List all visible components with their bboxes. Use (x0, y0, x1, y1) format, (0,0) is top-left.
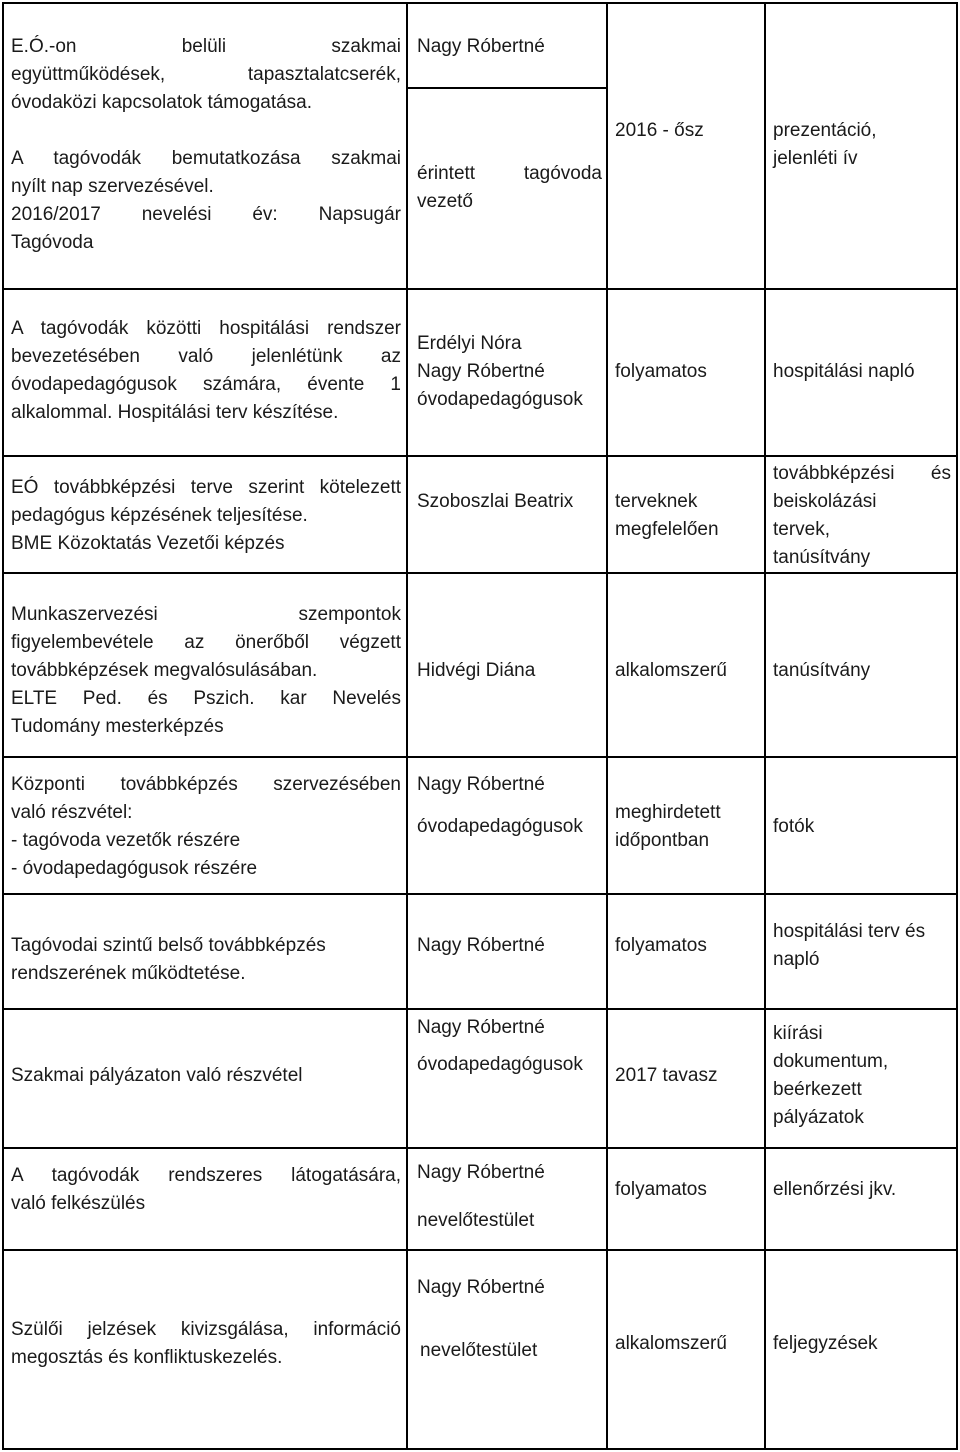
deadline: folyamatos (615, 1179, 707, 1200)
activity-line: megosztás és konfliktuskezelés. (11, 1347, 283, 1368)
activity-line: figyelembevétele az önerőből végzett (11, 632, 401, 653)
responsible-line: Nagy Róbertné (417, 1277, 545, 1298)
responsible-line: Nagy Róbertné (417, 36, 545, 57)
activity-line: óvodaközi kapcsolatok támogatása. (11, 92, 313, 113)
activity-line: való felkészülés (11, 1193, 146, 1214)
activity-line: Központi továbbképzés szervezésében (11, 774, 401, 795)
activity-line: együttműködések, tapasztalatcserék, (11, 64, 401, 85)
responsible-line: óvodapedagógusok (417, 816, 583, 837)
activity-line: BME Közoktatás Vezetői képzés (11, 533, 285, 554)
evidence-line: tervek, (773, 519, 831, 540)
activity-line: ELTE Ped. és Pszich. kar Nevelés (11, 688, 401, 709)
activity-line: továbbképzések megvalósulásában. (11, 660, 318, 681)
deadline: alkalomszerű (615, 1333, 727, 1354)
evidence-line: tanúsítvány (773, 660, 871, 681)
responsible-line: Szoboszlai Beatrix (417, 491, 574, 512)
evidence-line: beérkezett (773, 1079, 862, 1100)
activity-line: Szülői jelzések kivizsgálása, információ (11, 1319, 401, 1340)
cell-split-line (408, 87, 608, 89)
evidence-line: napló (773, 949, 820, 970)
responsible-line: Nagy Róbertné (417, 774, 545, 795)
table-border-top (2, 2, 958, 4)
activity-line: Tudomány mesterképzés (11, 716, 224, 737)
activity-line: - óvodapedagógusok részére (11, 858, 258, 879)
activity-line: rendszerének működtetése. (11, 963, 246, 984)
evidence-line: hospitálási napló (773, 361, 915, 382)
evidence-line: továbbképzési és (773, 463, 951, 484)
evidence-line: pályázatok (773, 1107, 864, 1128)
activity-line: 2016/2017 nevelési év: Napsugár (11, 204, 401, 225)
table-border-bottom (2, 1448, 958, 1450)
row-divider (2, 455, 958, 457)
row-divider (2, 1147, 958, 1149)
deadline: 2016 - ősz (615, 120, 704, 141)
deadline: folyamatos (615, 361, 707, 382)
evidence-line: prezentáció, (773, 120, 877, 141)
evidence-line: tanúsítvány (773, 547, 871, 568)
deadline-line: időpontban (615, 830, 710, 851)
activity-line: Szakmai pályázaton való részvétel (11, 1065, 303, 1086)
evidence-line: hospitálási terv és (773, 921, 926, 942)
activity-line: A tagóvodák rendszeres látogatására, (11, 1165, 401, 1186)
evidence-line: dokumentum, (773, 1051, 889, 1072)
responsible-line: óvodapedagógusok (417, 389, 583, 410)
activity-line: bevezetésében való jelenlétünk az (11, 346, 401, 367)
deadline: 2017 tavasz (615, 1065, 718, 1086)
responsible-line: Nagy Róbertné (417, 1017, 545, 1038)
evidence-line: fotók (773, 816, 815, 837)
row-divider (2, 572, 958, 574)
table-border-right (956, 2, 958, 1450)
row-divider (2, 288, 958, 290)
evidence-line: feljegyzések (773, 1333, 878, 1354)
activity-line: Tagóvodai szintű belső továbbképzés (11, 935, 326, 956)
evidence-line: kiírási (773, 1023, 823, 1044)
activity-line: óvodapedagógusok számára, évente 1 (11, 374, 401, 395)
responsible-line: nevelőtestület (420, 1340, 538, 1361)
evidence-line: ellenőrzési jkv. (773, 1179, 897, 1200)
responsible-line: vezető (417, 191, 473, 212)
activity-line: Tagóvoda (11, 232, 94, 253)
responsible-line: nevelőtestület (417, 1210, 535, 1231)
responsible-line: Erdélyi Nóra (417, 333, 522, 354)
activity-line: való részvétel: (11, 802, 133, 823)
row-divider (2, 1249, 958, 1251)
responsible-line: Hidvégi Diána (417, 660, 536, 681)
responsible-line: érintett tagóvoda (417, 163, 602, 184)
deadline: alkalomszerű (615, 660, 727, 681)
evidence-line: beiskolázási (773, 491, 877, 512)
row-divider (2, 1008, 958, 1010)
activity-line: A tagóvodák közötti hospitálási rendszer (11, 318, 401, 339)
activity-line: EÓ továbbképzési terve szerint kötelezett (11, 477, 401, 498)
activity-line: E.Ó.-on belüli szakmai (11, 36, 401, 57)
column-divider (406, 2, 408, 1450)
column-divider (764, 2, 766, 1450)
activity-line: nyílt nap szervezésével. (11, 176, 214, 197)
row-divider (2, 893, 958, 895)
table-border-left (2, 2, 4, 1450)
responsible-line: Nagy Róbertné (417, 935, 545, 956)
evidence-line: jelenléti ív (773, 148, 858, 169)
activity-line: - tagóvoda vezetők részére (11, 830, 241, 851)
responsible-line: Nagy Róbertné (417, 361, 545, 382)
deadline-line: megfelelően (615, 519, 719, 540)
responsible-line: óvodapedagógusok (417, 1054, 583, 1075)
column-divider (606, 2, 608, 1450)
deadline-line: meghirdetett (615, 802, 721, 823)
activity-line: A tagóvodák bemutatkozása szakmai (11, 148, 401, 169)
activity-line: Munkaszervezési szempontok (11, 604, 401, 625)
activity-line: alkalommal. Hospitálási terv készítése. (11, 402, 339, 423)
deadline-line: terveknek (615, 491, 698, 512)
activity-line: pedagógus képzésének teljesítése. (11, 505, 308, 526)
responsible-line: Nagy Róbertné (417, 1162, 545, 1183)
deadline: folyamatos (615, 935, 707, 956)
row-divider (2, 756, 958, 758)
